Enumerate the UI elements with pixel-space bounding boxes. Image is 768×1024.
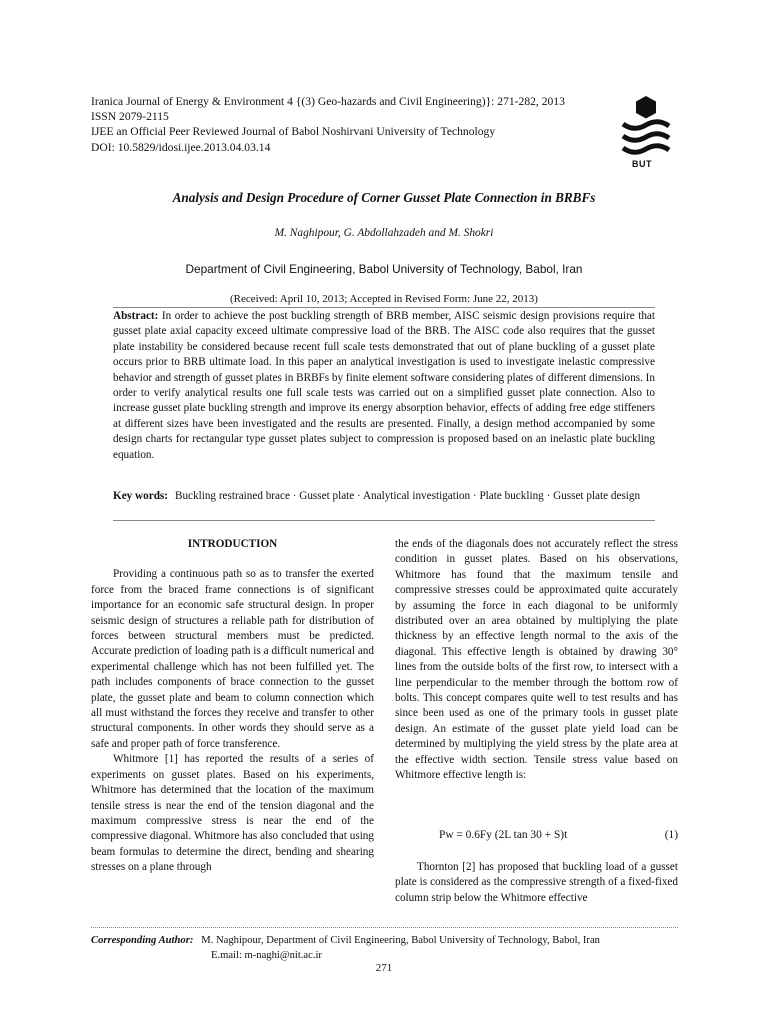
divider-top — [113, 307, 655, 308]
page-number: 271 — [375, 962, 393, 974]
left-column — [91, 537, 374, 876]
corresponding-label: Corresponding Author: — [91, 935, 194, 946]
corresponding-author — [91, 933, 600, 963]
paragraph: Whitmore [1] has reported the results of a series of experiments on gusset plates. Based on his experiments, Whitmore has determined that the location of the maximum tensile stress is near the end of the tension diagonal and the maximum compressive stress is near the end of the compressive diagonal. Whitmore has also concluded that using beam formulas to determine the direct, bending and shearing stresses on a plane through — [91, 753, 374, 874]
paragraph: Providing a continuous path so as to transfer the exerted force from the braced frame connections is of significant importance for an economic safe structural design. In proper seismic design of structures a reliable path for distribution of forces between structural members must be predicted. Accurate prediction of loading path is a difficult numerical and experimental challenge which has not been fulfilled yet. The path includes components of brace connection to the gusset plate, the gusset plate and beam to column connection which all must withstand the forces they receive and transfer to other structural components. In other words they should serve as a safe and proper path of force transference. — [91, 568, 374, 750]
ijee-line: IJEE an Official Peer Reviewed Journal of Babol Noshirvani University of Technology — [91, 125, 496, 139]
corresponding-email: E.mail: m-naghi@nit.ac.ir — [211, 950, 322, 961]
paper-authors: M. Naghipour, G. Abdollahzadeh and M. Shokri — [274, 227, 494, 239]
footnote-divider — [91, 927, 678, 928]
abstract-label: Abstract: — [113, 310, 159, 322]
keywords — [113, 489, 655, 504]
journal-header — [91, 94, 565, 155]
right-column — [395, 537, 678, 784]
keywords-text: Buckling restrained brace · Gusset plate · Analytical investigation · Plate buckling · Gusset plate design — [175, 490, 641, 502]
paper-department: Department of Civil Engineering, Babol University of Technology, Babol, Iran — [185, 262, 583, 276]
introduction-heading: INTRODUCTION — [187, 538, 278, 550]
equation: Pw = 0.6Fy (2L tan 30 + S)t — [439, 829, 568, 841]
paper-title: Analysis and Design Procedure of Corner Gusset Plate Connection in BRBFs — [172, 190, 596, 205]
right-column-continued — [395, 860, 678, 906]
corresponding-text: M. Naghipour, Department of Civil Engineering, Babol University of Technology, Babol, Iran — [201, 935, 600, 946]
journal-line: Iranica Journal of Energy & Environment 4 {(3) Geo-hazards and Civil Engineering)}: 271-282, 2013 — [91, 95, 565, 108]
logo-label: BUT — [632, 159, 652, 169]
abstract — [113, 309, 655, 463]
keywords-label: Key words: — [113, 490, 168, 502]
divider-bottom — [113, 520, 655, 521]
equation-number: (1) — [664, 829, 678, 841]
paragraph: the ends of the diagonals does not accurately reflect the stress condition in gusset plates. Based on his observations, Whitmore has found that the maximum tensile and compressive stresses could be approximated quite accurately by assuming the force in each diagonal to be uniformly distributed over an area obtained by multiplying the plate thickness by an effective length normal to the axis of the diagonal. This effective length is obtained by drawing 30° lines from the outside bolts of the first row, to intersect with a line perpendicular to the member through the bottom row of bolts. This concept compares quite well to test results and has since been used as one of the primary tools in gusset plate design. An estimate of the gusset plate yield load can be determined by multiplying the yield stress by the plate area at the effective width section. Tensile stress value based on Whitmore effective length is: — [395, 538, 678, 782]
received-dates: (Received: April 10, 2013; Accepted in Revised Form: June 22, 2013) — [230, 293, 538, 305]
issn: ISSN 2079-2115 — [91, 110, 169, 124]
abstract-text: In order to achieve the post buckling strength of BRB member, AISC seismic design provisions require that gusset plate axial capacity exceed ultimate compressive load of the BRB. The AISC code also requires that the gusset plate instability be considered because recent full scale tests demonstrated that out of plane buckling of a gusset plate occurs prior to BRB ultimate load. In this paper an analytical investigation is used to investigate inelastic compressive behavior and strength of gusset plates in BRBFs by finite element software considering plates of different dimensions. In order to verify analytical results one full scale tests was carried out on a simplified gusset plate connection. Also to increase gusset plate buckling strength and improve its energy absorption behavior, effects of adding free edge stiffeners at different sizes have been investigated and the results are presented. Finally, a design method accompanied by some design charts for rectangular type gusset plates subject to compression is proposed based on an inelastic plate buckling equation. — [113, 310, 655, 461]
paragraph: Thornton [2] has proposed that buckling load of a gusset plate is considered as the compressive strength of a fixed-fixed column strip below the Whitmore effective — [395, 861, 678, 904]
doi: DOI: 10.5829/idosi.ijee.2013.04.03.14 — [91, 140, 271, 154]
